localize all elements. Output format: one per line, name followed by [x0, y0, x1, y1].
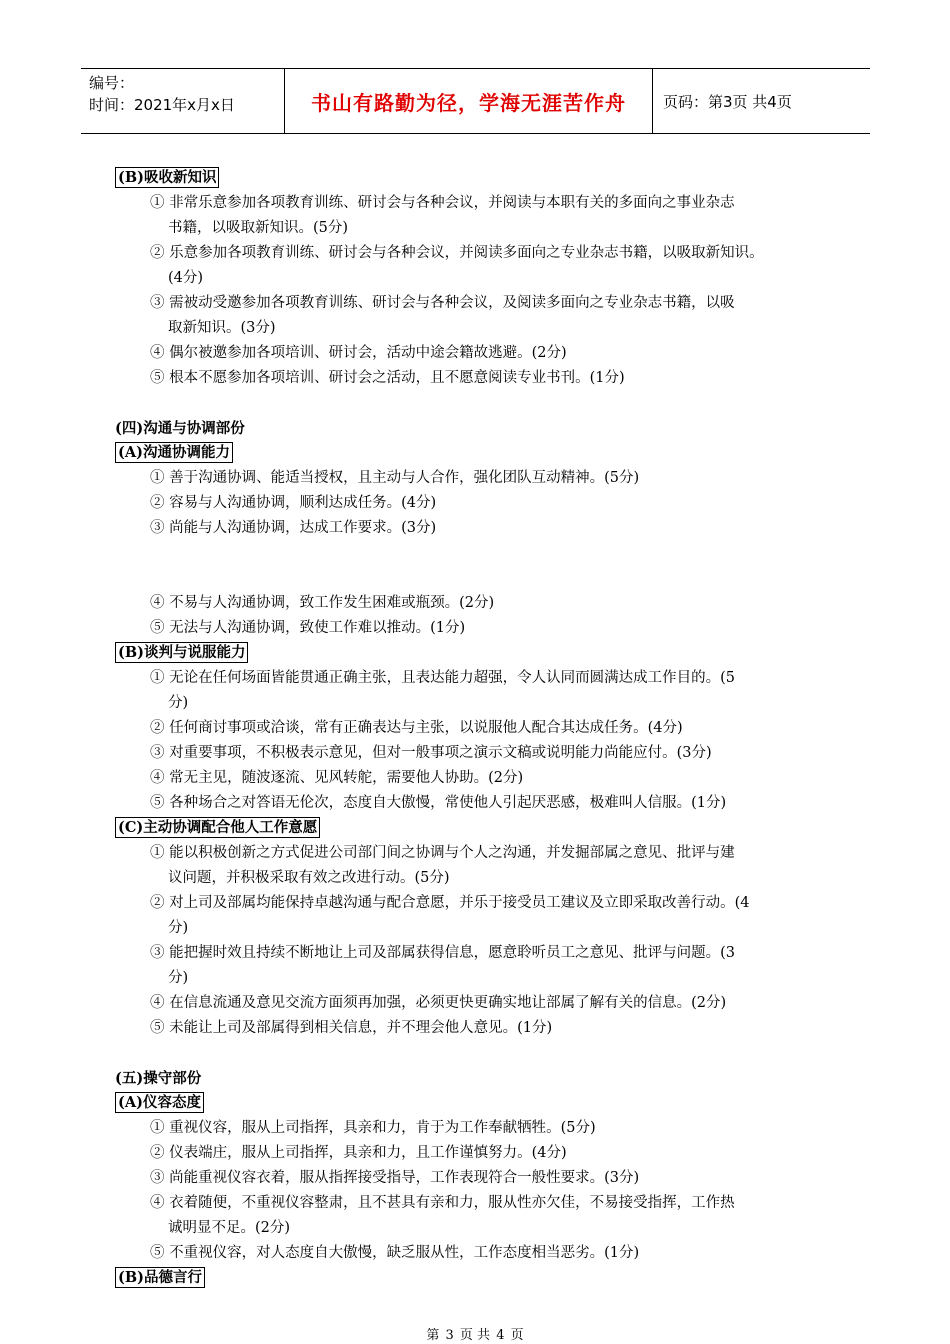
criteria-item — [115, 516, 855, 541]
line-text: ④ 偶尔被邀参加各项培训、研讨会，活动中途会籍故逃避。(2分) — [150, 345, 567, 361]
criteria-item-continuation — [115, 691, 855, 716]
criteria-item — [115, 366, 855, 391]
line-text: ④ 在信息流通及意见交流方面须再加强，必须更快更确实地让部属了解有关的信息。(2分) — [150, 995, 727, 1011]
subsection-heading: (B)吸收新知识 — [115, 167, 219, 188]
criteria-item — [115, 291, 855, 316]
footer-middle: 页 共 — [459, 1328, 491, 1343]
line-text: 分) — [168, 970, 189, 986]
criteria-item — [115, 741, 855, 766]
footer-total-pages: 4 — [496, 1328, 505, 1343]
line-text: 分) — [168, 920, 189, 936]
criteria-item — [115, 941, 855, 966]
line-text: ③ 尚能与人沟通协调，达成工作要求。(3分) — [150, 520, 437, 536]
line-text: ① 非常乐意参加各项教育训练、研讨会与各种会议，并阅读与本职有关的多面向之事业杂志 — [150, 195, 735, 211]
line-text: ② 任何商讨事项或洽谈，常有正确表达与主张，以说服他人配合其达成任务。(4分) — [150, 720, 683, 736]
criteria-item — [115, 841, 855, 866]
subsection-heading: (A)沟通协调能力 — [115, 442, 233, 463]
line-text: ⑤ 无法与人沟通协调，致使工作难以推动。(1分) — [150, 620, 466, 636]
line-text: ② 仪表端庄，服从上司指挥，具亲和力，且工作谨慎努力。(4分) — [150, 1145, 567, 1161]
criteria-item — [115, 466, 855, 491]
line-text: ① 无论在任何场面皆能贯通正确主张，且表达能力超强，令人认同而圆满达成工作目的。(5 — [150, 670, 735, 686]
criteria-item — [115, 616, 855, 641]
criteria-item — [115, 491, 855, 516]
subsection-heading: (B)谈判与说服能力 — [115, 642, 248, 663]
criteria-item-continuation — [115, 1216, 855, 1241]
line-text: ③ 尚能重视仪容衣着，服从指挥接受指导，工作表现符合一般性要求。(3分) — [150, 1170, 640, 1186]
subsection-heading-row — [115, 816, 855, 841]
criteria-item — [115, 666, 855, 691]
header-left-cell — [81, 69, 285, 133]
section-heading — [115, 1066, 855, 1091]
subsection-heading-row — [115, 1266, 855, 1291]
line-text: (四)沟通与协调部份 — [115, 420, 245, 437]
criteria-item — [115, 1116, 855, 1141]
subsection-heading-row — [115, 1091, 855, 1116]
criteria-item — [115, 1016, 855, 1041]
footer-prefix: 第 — [426, 1328, 440, 1343]
document-date-label: 时间：2021年x月x日 — [89, 96, 235, 114]
line-text: ④ 衣着随便，不重视仪容整肃，且不甚具有亲和力，服从性亦欠佳，不易接受指挥，工作热 — [150, 1195, 735, 1211]
line-text: ① 重视仪容，服从上司指挥，具亲和力，肯于为工作奉献牺牲。(5分) — [150, 1120, 596, 1136]
line-text: ⑤ 根本不愿参加各项培训、研讨会之活动，且不愿意阅读专业书刊。(1分) — [150, 370, 625, 386]
criteria-item-continuation — [115, 916, 855, 941]
document-number-label: 编号： — [89, 74, 135, 92]
line-text: 取新知识。(3分) — [168, 320, 276, 336]
criteria-item — [115, 591, 855, 616]
line-text: ③ 需被动受邀参加各项教育训练、研讨会与各种会议，及阅读多面向之专业杂志书籍，以吸 — [150, 295, 735, 311]
subsection-heading-row — [115, 641, 855, 666]
line-text: ③ 能把握时效且持续不断地让上司及部属获得信息，愿意聆听员工之意见、批评与问题。(3 — [150, 945, 735, 961]
line-text: ④ 不易与人沟通协调，致工作发生困难或瓶颈。(2分) — [150, 595, 495, 611]
spacer — [115, 391, 855, 416]
criteria-item-continuation — [115, 866, 855, 891]
criteria-item — [115, 1191, 855, 1216]
criteria-item — [115, 766, 855, 791]
criteria-item — [115, 991, 855, 1016]
line-text: 议问题，并积极采取有效之改进行动。(5分) — [168, 870, 450, 886]
subsection-heading: (B)品德言行 — [115, 1267, 205, 1288]
criteria-item — [115, 891, 855, 916]
page-header — [81, 68, 870, 134]
subsection-heading-row — [115, 441, 855, 466]
subsection-heading: (A)仪容态度 — [115, 1092, 204, 1113]
criteria-item — [115, 191, 855, 216]
footer-suffix: 页 — [510, 1328, 524, 1343]
section-heading — [115, 416, 855, 441]
header-page-number: 页码：第3页 共4页 — [663, 92, 792, 111]
criteria-item — [115, 341, 855, 366]
line-text: ② 对上司及部属均能保持卓越沟通与配合意愿，并乐于接受员工建议及立即采取改善行动。(4 — [150, 895, 750, 911]
line-text: ④ 常无主见，随波逐流、见风转舵，需要他人协助。(2分) — [150, 770, 524, 786]
criteria-item — [115, 1241, 855, 1266]
spacer — [115, 541, 855, 591]
criteria-item-continuation — [115, 966, 855, 991]
spacer — [115, 1041, 855, 1066]
criteria-item — [115, 716, 855, 741]
document-body — [115, 166, 855, 1291]
header-motto: 书山有路勤为径，学海无涯苦作舟 — [285, 69, 653, 133]
criteria-item-continuation — [115, 216, 855, 241]
line-text: ③ 对重要事项，不积极表示意见，但对一般事项之演示文稿或说明能力尚能应付。(3分) — [150, 745, 712, 761]
line-text: 分) — [168, 695, 189, 711]
criteria-item — [115, 1166, 855, 1191]
line-text: (4分) — [168, 270, 204, 286]
page-footer — [0, 1324, 950, 1343]
criteria-item — [115, 241, 855, 266]
line-text: ② 乐意参加各项教育训练、研讨会与各种会议，并阅读多面向之专业杂志书籍，以吸取新知识。 — [150, 245, 764, 261]
line-text: ① 善于沟通协调、能适当授权，且主动与人合作，强化团队互动精神。(5分) — [150, 470, 640, 486]
line-text: ⑤ 未能让上司及部属得到相关信息，并不理会他人意见。(1分) — [150, 1020, 553, 1036]
criteria-item-continuation — [115, 266, 855, 291]
line-text: 书籍，以吸取新知识。(5分) — [168, 220, 349, 236]
criteria-item — [115, 1141, 855, 1166]
line-text: ① 能以积极创新之方式促进公司部门间之协调与个人之沟通，并发掘部属之意见、批评与建 — [150, 845, 735, 861]
criteria-item-continuation — [115, 316, 855, 341]
criteria-item — [115, 791, 855, 816]
line-text: ⑤ 不重视仪容，对人态度自大傲慢，缺乏服从性，工作态度相当恶劣。(1分) — [150, 1245, 640, 1261]
line-text: ⑤ 各种场合之对答语无伦次，态度自大傲慢，常使他人引起厌恶感，极难叫人信服。(1分) — [150, 795, 727, 811]
line-text: ② 容易与人沟通协调，顺利达成任务。(4分) — [150, 495, 437, 511]
subsection-heading-row — [115, 166, 855, 191]
line-text: (五)操守部份 — [115, 1070, 202, 1087]
line-text: 诚明显不足。(2分) — [168, 1220, 291, 1236]
footer-current-page: 3 — [445, 1328, 454, 1343]
subsection-heading: (C)主动协调配合他人工作意愿 — [115, 817, 320, 838]
